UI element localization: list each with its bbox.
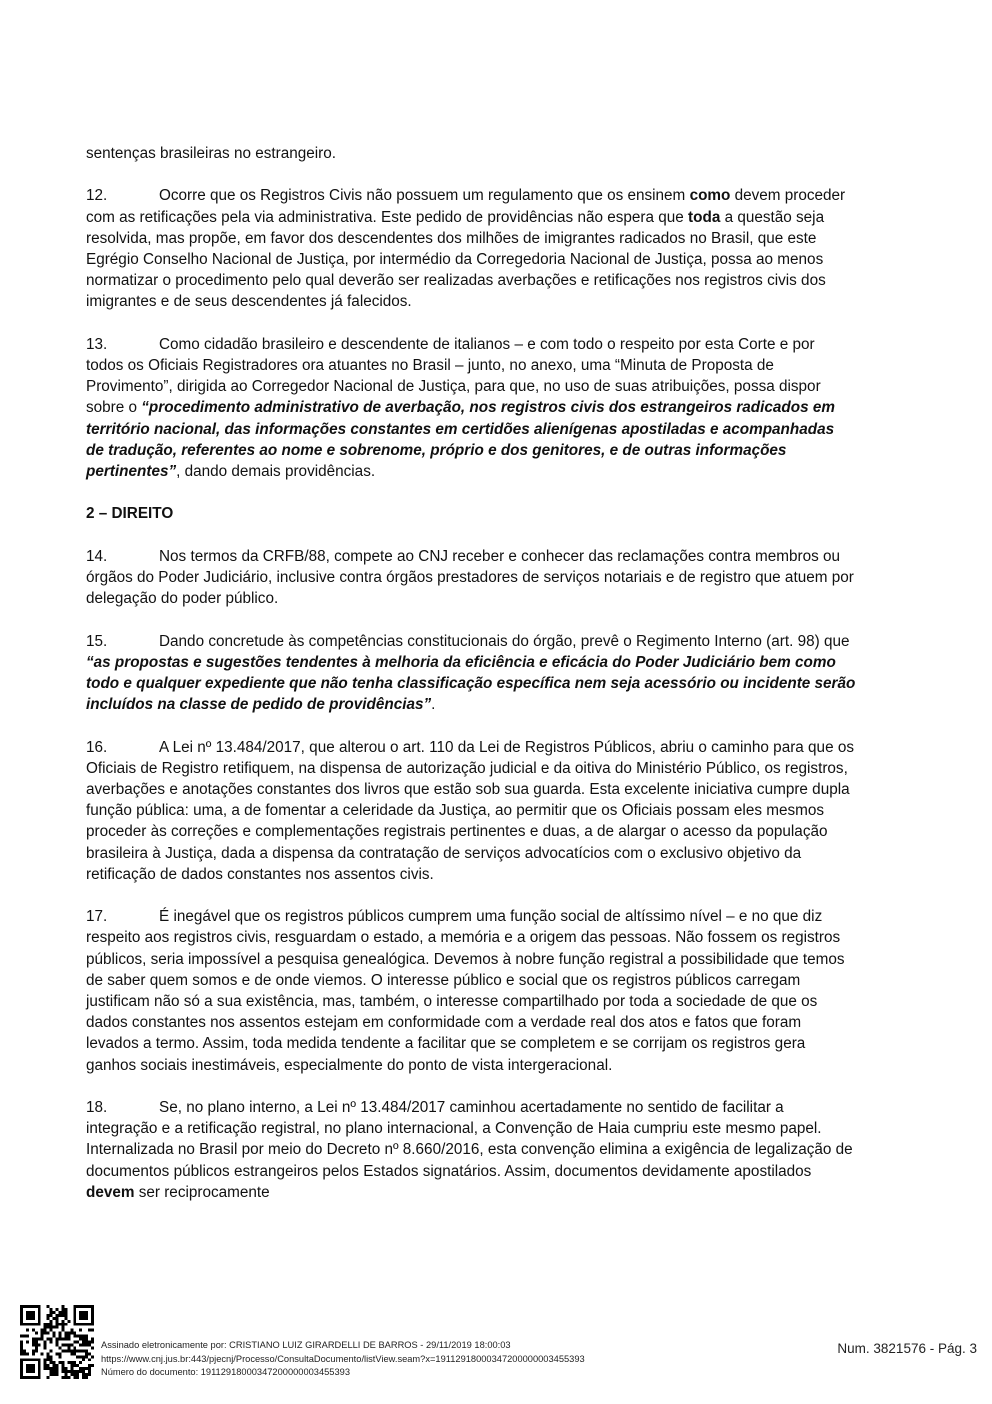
- quoted-text: “as propostas e sugestões tendentes à melhoria da eficiência e eficácia do Poder Judiciário bem como todo e qualquer expediente que não tenha classificação específica nem seja acessório ou incidente serão incluídos na classe de pedido de providências”: [86, 653, 856, 714]
- paragraph-text: Nos termos da CRFB/88, compete ao CNJ receber e conhecer das reclamações contra membros ou órgãos do Poder Judiciário, inclusive contra órgãos prestadores de serviços notariais e de registro que atuem por delegação do poder público.: [86, 547, 854, 608]
- paragraph-number: 16.: [86, 738, 108, 756]
- paragraph-number: 18.: [86, 1099, 108, 1117]
- paragraph-text: .: [431, 696, 436, 714]
- section-heading: 2 – DIREITO: [86, 505, 174, 523]
- paragraph-number: 13.: [86, 335, 108, 353]
- paragraph-number: 12.: [86, 187, 108, 205]
- paragraph-intro: [86, 143, 856, 164]
- paragraph-text: ser reciprocamente: [134, 1183, 270, 1201]
- bold-text: toda: [688, 208, 721, 226]
- paragraph-text: É inegável que os registros públicos cumprem uma função social de altíssimo nível – e no que diz respeito aos registros civis, resguardam o estado, a memória e a origem das pessoas. Não fossem os registros públicos, seria impossível a pesquisa genealógica. Devemos à nobre função registral a possibilidade que temos de saber quem somos e de onde viemos. O interesse público e social que os registros públicos carregam justificam não só a sua existência, mas, também, o interesse compartilhado por toda a sociedade de que os dados constantes nos assentos estejam em conformidade com a verdade real dos atos e fatos que foram levados a termo. Assim, toda medida tendente a facilitar que se completem e se corrijam os registros gera ganhos sociais inestimáveis, especialmente do ponto de vista intergeracional.: [86, 908, 845, 1074]
- paragraph-17: [86, 906, 856, 1076]
- page-number: Num. 3821576 - Pág. 3: [837, 1341, 977, 1356]
- paragraph-text: , dando demais providências.: [176, 463, 376, 481]
- document-url[interactable]: https://www.cnj.jus.br:443/pjecnj/Processo/ConsultaDocumento/listView.seam?x=19112918000347200000003455393: [101, 1353, 585, 1364]
- signature-line: Assinado eletronicamente por: CRISTIANO LUIZ GIRARDELLI DE BARROS - 29/11/2019 18:00:03: [101, 1340, 511, 1350]
- paragraph-text: Se, no plano interno, a Lei nº 13.484/2017 caminhou acertadamente no sentido de facilitar a integração e a retificação registral, no plano internacional, a Convenção de Haia cumpriu este mesmo papel. Internalizada no Brasil por meio do Decreto nº 8.660/2016, esta convenção elimina a exigência de legalização de documentos públicos estrangeiros pelos Estados signatários. Assim, documentos devidamente apostilados: [86, 1099, 853, 1180]
- document-number: Número do documento: 19112918000347200000003455393: [101, 1367, 350, 1377]
- paragraph-number: 15.: [86, 632, 108, 650]
- qr-code-icon: [20, 1305, 94, 1379]
- paragraph-text: Dando concretude às competências constitucionais do órgão, prevê o Regimento Interno (art. 98) que: [159, 632, 850, 650]
- paragraph-16: [86, 737, 856, 885]
- bold-text: devem: [86, 1183, 135, 1201]
- paragraph-14: [86, 546, 856, 610]
- document-body: [86, 143, 856, 1224]
- paragraph-text: devem proceder com as retificações pela via administrativa. Este pedido de providências não espera que: [86, 187, 846, 226]
- paragraph-12: [86, 185, 856, 312]
- paragraph-text: sentenças brasileiras no estrangeiro.: [86, 145, 336, 162]
- paragraph-15: [86, 631, 856, 716]
- paragraph-text: a questão seja resolvida, mas propõe, em favor dos descendentes dos milhões de imigrantes radicados no Brasil, que este Egrégio Conselho Nacional de Justiça, por intermédio da Corregedoria Nacional de Justiça, possa ao menos normatizar o procedimento pelo qual deverão ser realizadas averbações e retificações nos registros civis dos imigrantes e de seus descendentes já falecidos.: [86, 208, 826, 311]
- signature-block: [101, 1339, 585, 1380]
- paragraph-text: A Lei nº 13.484/2017, que alterou o art. 110 da Lei de Registros Públicos, abriu o caminho para que os Oficiais de Registro retifiquem, na dispensa de autorização judicial e da oitiva do Ministério Público, os registros, averbações e anotações constantes dos livros que estão sob sua guarda. Esta excelente iniciativa cumpre dupla função pública: uma, a de fomentar a celeridade da Justiça, ao permitir que os Oficiais possam eles mesmos proceder às correções e complementações registrais pertinentes e duas, a de alargar o acesso da população brasileira à Justiça, dada a dispensa da contratação de serviços advocatícios com o exclusivo objetivo da retificação de dados constantes nos assentos civis.: [86, 738, 854, 883]
- bold-text: como: [689, 187, 731, 205]
- paragraph-18: [86, 1097, 856, 1203]
- paragraph-13: [86, 334, 856, 482]
- paragraph-number: 14.: [86, 547, 108, 565]
- quoted-text: “procedimento administrativo de averbação, nos registros civis dos estrangeiros radicados em território nacional, das informações constantes em certidões alienígenas apostiladas e acompanhadas de tradução, referentes ao nome e sobrenome, próprio e dos genitores, e de outras informações pertinentes”: [86, 399, 835, 481]
- paragraph-text: Ocorre que os Registros Civis não possuem um regulamento que os ensinem: [159, 187, 690, 205]
- paragraph-number: 17.: [86, 908, 108, 926]
- paragraph-text: Como cidadão brasileiro e descendente de italianos – e com todo o respeito por esta Corte e por todos os Oficiais Registradores ora atuantes no Brasil – junto, no anexo, uma “Minuta de Proposta de Provimento”, dirigida ao Corregedor Nacional de Justiça, para que, no uso de suas atribuições, possa dispor sobre o: [86, 335, 821, 417]
